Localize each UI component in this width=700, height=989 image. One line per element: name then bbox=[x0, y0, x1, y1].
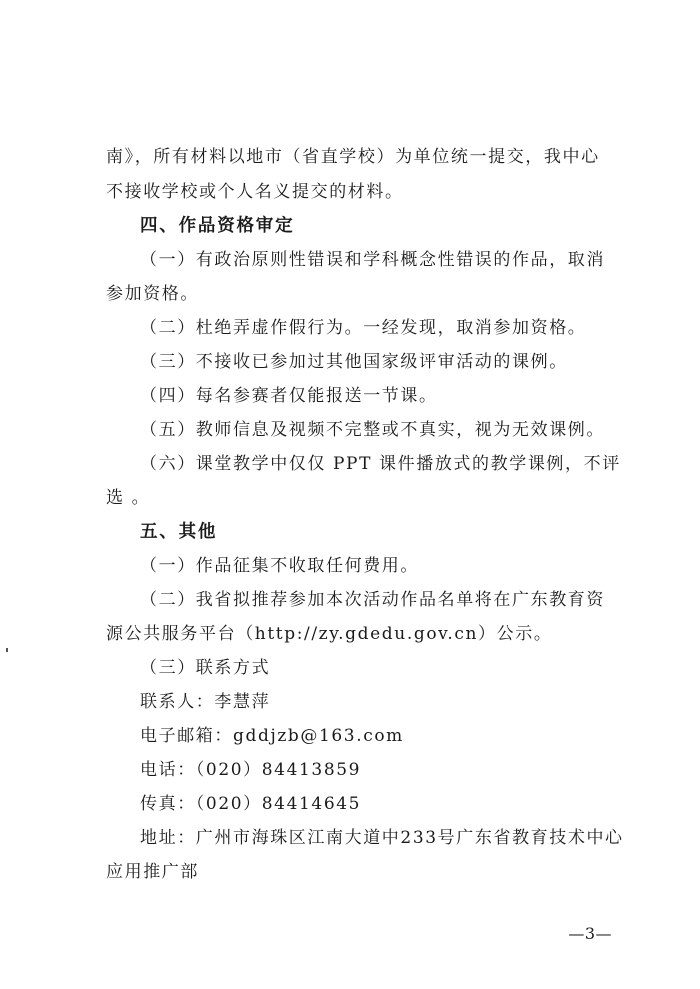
paragraph-line: （一）作品征集不收取任何费用。 bbox=[140, 556, 419, 576]
paragraph-line: （一）有政治原则性错误和学科概念性错误的作品，取消 bbox=[140, 250, 605, 270]
contact-address-continued: 应用推广部 bbox=[106, 862, 199, 882]
contact-email: 电子邮箱：gddjzb@163.com bbox=[140, 726, 404, 746]
paragraph-line: （二）我省拟推荐参加本次活动作品名单将在广东教育资 bbox=[140, 590, 605, 610]
page-number: —3— bbox=[568, 924, 612, 943]
paragraph-line: （三）联系方式 bbox=[140, 658, 271, 678]
paragraph-line: （四）每名参赛者仅能报送一节课。 bbox=[140, 386, 438, 406]
contact-person: 联系人：李慧萍 bbox=[140, 692, 271, 712]
section-heading-five: 五、其他 bbox=[140, 522, 218, 542]
contact-address: 地址：广州市海珠区江南大道中233号广东省教育技术中心 bbox=[140, 828, 624, 848]
paragraph-line: （三）不接收已参加过其他国家级评审活动的课例。 bbox=[140, 352, 568, 372]
paragraph-line: 南》，所有材料以地市（省直学校）为单位统一提交，我中心 bbox=[106, 147, 600, 167]
paragraph-line: 选 。 bbox=[106, 488, 151, 508]
paragraph-line: （五）教师信息及视频不完整或不真实，视为无效课例。 bbox=[140, 420, 605, 440]
scan-mark bbox=[6, 648, 8, 652]
contact-fax: 传真：（020）84414645 bbox=[140, 794, 362, 814]
contact-phone: 电话：（020）84413859 bbox=[140, 760, 362, 780]
paragraph-line: （六）课堂教学中仅仅 PPT 课件播放式的教学课例，不评 bbox=[140, 454, 621, 474]
paragraph-line: （二）杜绝弄虚作假行为。一经发现，取消参加资格。 bbox=[140, 318, 587, 338]
paragraph-line: 不接收学校或个人名义提交的材料。 bbox=[106, 182, 404, 202]
section-heading-four: 四、作品资格审定 bbox=[140, 216, 295, 236]
paragraph-line: 参加资格。 bbox=[106, 284, 199, 304]
paragraph-line: 源公共服务平台（http://zy.gdedu.gov.cn）公示。 bbox=[106, 624, 553, 644]
